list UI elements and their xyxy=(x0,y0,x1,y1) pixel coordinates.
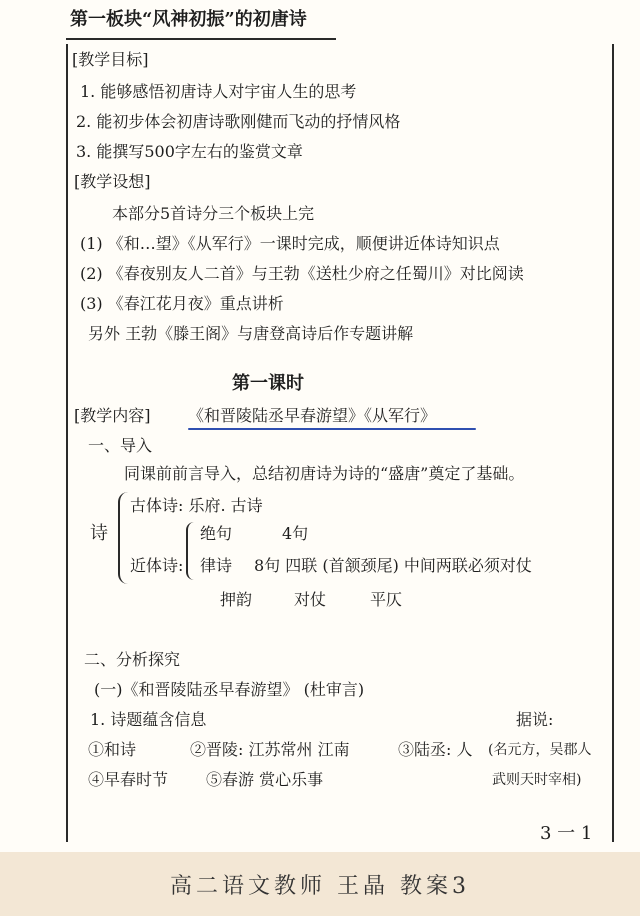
note-text: 武则天时宰相) xyxy=(492,772,582,788)
lvshi-desc: 8句 四联 (首颔颈尾) 中间两联必须对仗 xyxy=(254,556,532,575)
note-text: (名元方，吴郡人 xyxy=(488,742,592,758)
footer-caption: 高二语文教师 王晶 教案3 xyxy=(170,873,470,899)
modern-brace xyxy=(186,522,196,580)
page-title: 第一板块“风神初振”的初唐诗 xyxy=(70,9,307,30)
objective-item: 3. 能撰写500字左右的鉴赏文章 xyxy=(76,142,303,161)
info-item: ③陆丞: 人 xyxy=(398,740,473,759)
title-underline xyxy=(66,38,336,40)
design-item: (2) 《春夜别友人二首》与王勃《送杜少府之任蜀川》对比阅读 xyxy=(80,264,524,283)
jueju-lines: 4句 xyxy=(282,524,309,543)
design-heading: [教学设想] xyxy=(74,172,151,191)
ancient-style: 古体诗: 乐府. 古诗 xyxy=(130,496,263,515)
rule-item: 押韵 xyxy=(220,590,253,609)
objectives-heading: [教学目标] xyxy=(72,50,149,69)
lvshi: 律诗 xyxy=(200,556,233,575)
info-item: ⑤春游 赏心乐事 xyxy=(206,770,324,789)
rule-item: 对仗 xyxy=(294,590,327,609)
design-intro: 本部分5首诗分三个板块上完 xyxy=(112,204,315,223)
intro-heading: 一、导入 xyxy=(88,436,153,455)
poem-subheading: 1. 诗题蕴含信息 xyxy=(90,710,207,729)
jueju: 绝句 xyxy=(200,524,233,543)
analysis-heading: 二、分析探究 xyxy=(84,650,181,669)
content-titles: 《和晋陵陆丞早春游望》《从军行》 xyxy=(188,406,437,425)
modern-style: 近体诗: xyxy=(130,556,184,575)
poetry-brace xyxy=(118,492,130,584)
objective-item: 2. 能初步体会初唐诗歌刚健而飞动的抒情风格 xyxy=(76,112,401,131)
page-number: 3 一 1 xyxy=(540,823,593,844)
content-label: [教学内容] xyxy=(74,406,151,425)
objective-item: 1. 能够感悟初唐诗人对宇宙人生的思考 xyxy=(80,82,357,101)
info-item: ②晋陵: 江苏常州 江南 xyxy=(190,740,350,759)
intro-text: 同课前前言导入，总结初唐诗为诗的“盛唐”奠定了基础。 xyxy=(124,464,525,483)
poem-heading: (一)《和晋陵陆丞早春游望》 (杜审言) xyxy=(94,680,365,699)
design-item: (3) 《春江花月夜》重点讲析 xyxy=(80,294,284,313)
info-item: ①和诗 xyxy=(88,740,137,759)
lesson-heading: 第一课时 xyxy=(232,373,304,394)
design-note: 另外 王勃《滕王阁》与唐登高诗后作专题讲解 xyxy=(88,324,414,343)
info-item: ④早春时节 xyxy=(88,770,169,789)
note-label: 据说: xyxy=(516,710,554,729)
poetry-label: 诗 xyxy=(90,523,108,544)
design-item: (1) 《和…望》《从军行》一课时完成，顺便讲近体诗知识点 xyxy=(80,234,500,253)
rule-item: 平仄 xyxy=(370,590,403,609)
content-underline xyxy=(188,428,476,430)
